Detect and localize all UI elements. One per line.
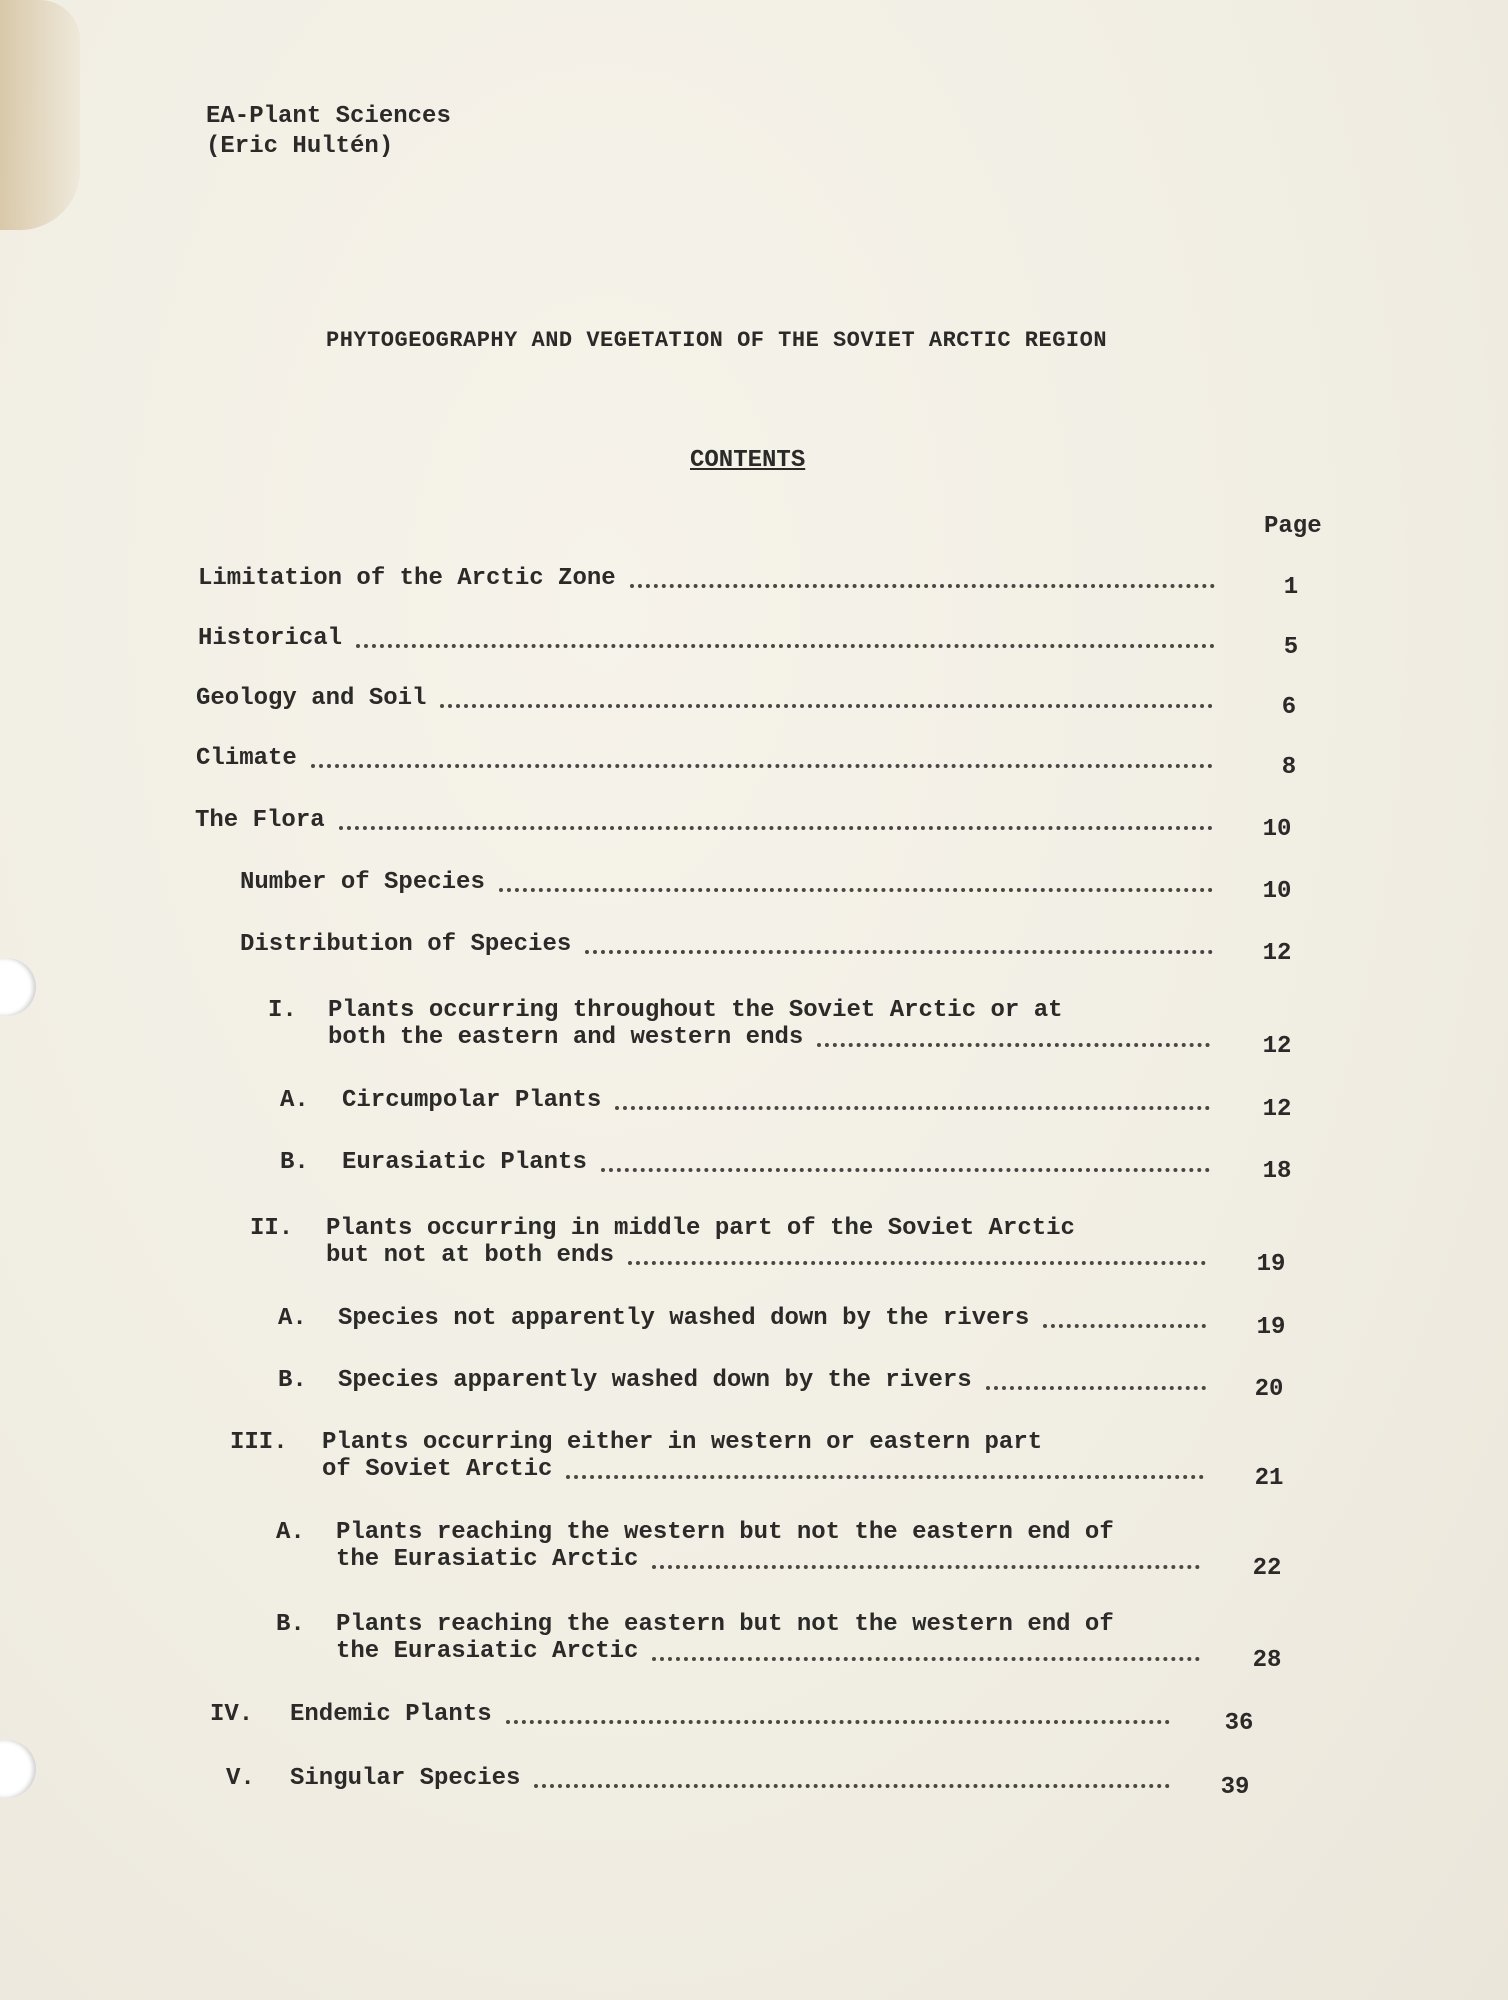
toc-entry-text: but not at both ends xyxy=(326,1242,615,1269)
dot-leader xyxy=(311,764,1213,768)
dot-leader xyxy=(440,704,1213,708)
toc-entry-number: V. xyxy=(226,1765,255,1792)
toc-entry-number: A. xyxy=(276,1519,305,1546)
dot-leader xyxy=(585,950,1213,954)
toc-entry-text: Endemic Plants xyxy=(290,1701,492,1728)
dot-leader xyxy=(615,1106,1210,1110)
toc-entry-text: Species not apparently washed down by the rivers xyxy=(338,1305,1030,1332)
toc-page-number: 22 xyxy=(1252,1555,1282,1582)
toc-page-number: 12 xyxy=(1262,1096,1292,1123)
header-author: (Eric Hultén) xyxy=(206,133,394,160)
toc-entry-number: A. xyxy=(280,1087,309,1114)
toc-entry-text: the Eurasiatic Arctic xyxy=(336,1546,639,1573)
toc-entry-text: The Flora xyxy=(195,807,325,834)
toc-entry-number: IV. xyxy=(210,1701,254,1728)
dot-leader xyxy=(499,888,1213,892)
toc-page-number: 6 xyxy=(1281,694,1297,721)
toc-page-number: 12 xyxy=(1262,940,1292,967)
document-title: PHYTOGEOGRAPHY AND VEGETATION OF THE SOVIET ARCTIC REGION xyxy=(326,328,1108,353)
toc-page-number: 20 xyxy=(1254,1376,1284,1403)
page-column-label: Page xyxy=(1264,513,1322,540)
toc-page-number: 18 xyxy=(1262,1158,1292,1185)
dot-leader xyxy=(630,584,1215,588)
toc-entry-text: Plants occurring throughout the Soviet Arctic or at xyxy=(328,997,1063,1024)
paper-stain xyxy=(0,0,80,230)
toc-page-number: 1 xyxy=(1283,574,1299,601)
toc-page-number: 12 xyxy=(1262,1033,1292,1060)
dot-leader xyxy=(986,1386,1206,1390)
dot-leader xyxy=(339,826,1213,830)
toc-entry-text: Species apparently washed down by the rivers xyxy=(338,1367,972,1394)
dot-leader xyxy=(1043,1324,1206,1328)
toc-entry-number: III. xyxy=(230,1429,288,1456)
toc-entry-text: Circumpolar Plants xyxy=(342,1087,602,1114)
toc-entry-number: I. xyxy=(268,997,297,1024)
toc-entry-text: the Eurasiatic Arctic xyxy=(336,1638,639,1665)
toc-page-number: 10 xyxy=(1262,878,1292,905)
punch-hole xyxy=(0,1740,36,1798)
dot-leader xyxy=(356,644,1215,648)
toc-entry-text: Plants reaching the eastern but not the western end of xyxy=(336,1611,1114,1638)
toc-entry-number: B. xyxy=(278,1367,307,1394)
toc-page-number: 28 xyxy=(1252,1647,1282,1674)
toc-entry-number: A. xyxy=(278,1305,307,1332)
dot-leader xyxy=(566,1475,1204,1479)
punch-hole xyxy=(0,958,36,1016)
contents-heading: CONTENTS xyxy=(690,447,806,474)
toc-page-number: 39 xyxy=(1220,1774,1250,1801)
dot-leader xyxy=(628,1261,1206,1265)
toc-page-number: 21 xyxy=(1254,1465,1284,1492)
toc-entry-text: Climate xyxy=(196,745,297,772)
dot-leader xyxy=(652,1657,1200,1661)
toc-entry-text: Plants occurring in middle part of the Soviet Arctic xyxy=(326,1215,1075,1242)
dot-leader xyxy=(506,1720,1170,1724)
toc-entry-text: Number of Species xyxy=(240,869,485,896)
toc-page-number: 19 xyxy=(1256,1251,1286,1278)
toc-page-number: 10 xyxy=(1262,816,1292,843)
dot-leader xyxy=(652,1565,1200,1569)
toc-entry-text: Distribution of Species xyxy=(240,931,572,958)
toc-entry-text: Plants occurring either in western or eastern part xyxy=(322,1429,1043,1456)
toc-entry-text: Singular Species xyxy=(290,1765,521,1792)
dot-leader xyxy=(601,1168,1210,1172)
toc-entry-number: B. xyxy=(276,1611,305,1638)
toc-entry-number: B. xyxy=(280,1149,309,1176)
dot-leader xyxy=(817,1043,1210,1047)
toc-entry-text: Geology and Soil xyxy=(196,685,427,712)
toc-entry-text: both the eastern and western ends xyxy=(328,1024,804,1051)
toc-entry-text: Plants reaching the western but not the eastern end of xyxy=(336,1519,1114,1546)
toc-entry-text: of Soviet Arctic xyxy=(322,1456,553,1483)
header-department: EA-Plant Sciences xyxy=(206,103,451,130)
toc-entry-text: Eurasiatic Plants xyxy=(342,1149,587,1176)
toc-entry-number: II. xyxy=(250,1215,294,1242)
toc-page-number: 5 xyxy=(1283,634,1299,661)
dot-leader xyxy=(534,1784,1170,1788)
toc-page-number: 19 xyxy=(1256,1314,1286,1341)
toc-page-number: 36 xyxy=(1224,1710,1254,1737)
toc-entry-text: Historical xyxy=(198,625,343,652)
toc-entry-text: Limitation of the Arctic Zone xyxy=(198,565,616,592)
toc-page-number: 8 xyxy=(1281,754,1297,781)
